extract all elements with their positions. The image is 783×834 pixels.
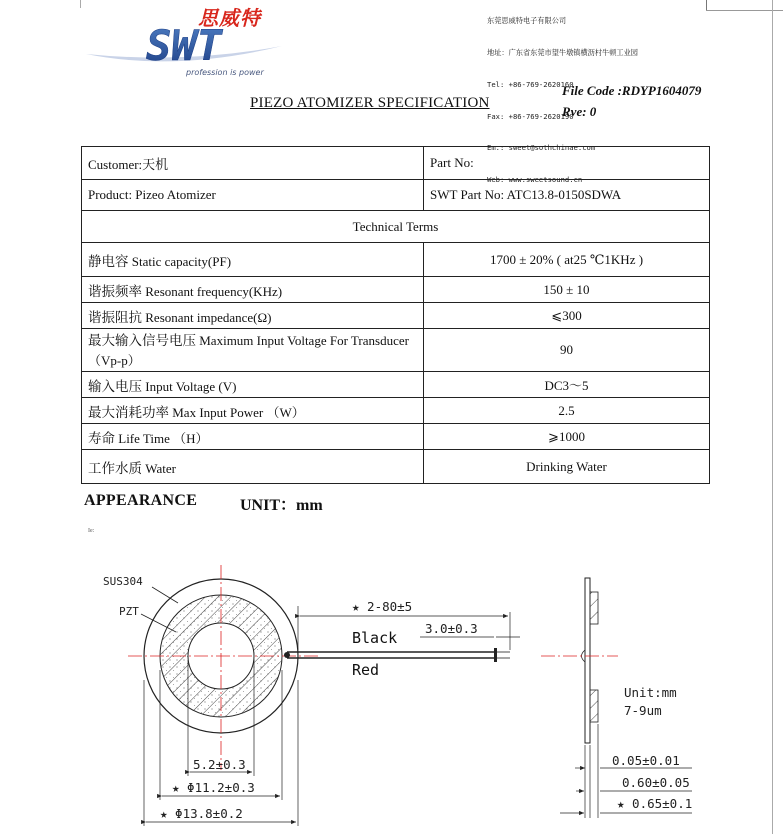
- part-no-cell: Part No:: [424, 147, 710, 180]
- revision: Rve: 0: [562, 104, 597, 119]
- param-value: 2.5: [424, 398, 710, 424]
- side-view: [541, 578, 692, 818]
- side-pzt-top: [590, 592, 598, 624]
- customer-cell: Customer:天机: [82, 147, 424, 180]
- company-logo-chinese: 思威特: [198, 6, 261, 30]
- label-black-wire: Black: [352, 629, 398, 647]
- dim-thickness-2: 0.60±0.05: [622, 775, 690, 790]
- dim-wire-length: ★ 2-80±5: [352, 599, 413, 614]
- thickness-note: 7-9um: [624, 703, 662, 718]
- dim-thickness-1: 0.05±0.01: [612, 753, 680, 768]
- wire-leads: [284, 599, 520, 679]
- appearance-heading: APPEARANCE: [84, 492, 198, 509]
- param-value: DC3～5: [424, 372, 710, 398]
- param-en: Input Voltage (V): [145, 378, 237, 394]
- front-view: [103, 565, 318, 770]
- logo-text: SWT: [146, 24, 222, 70]
- param-en: Resonant frequency(KHz): [145, 283, 283, 299]
- contact-company: 东莞思威特电子有限公司: [487, 16, 567, 26]
- dim-inner-diameter: 5.2±0.3: [193, 757, 246, 772]
- param-cn: 谐振频率: [88, 283, 142, 300]
- param-en: Maximum Input Voltage For Transducer（Vp-p）: [88, 332, 409, 368]
- param-value: 90: [424, 329, 710, 372]
- contact-email: Em.: sweet@sothchinae.com: [487, 143, 596, 153]
- file-code: File Code :RDYP1604079: [562, 83, 702, 98]
- logo-tagline: profession is power: [186, 68, 264, 77]
- contact-tel: Tel: +86-769-2620160: [487, 79, 574, 89]
- unit-heading: UNIT：mm: [240, 497, 323, 514]
- param-value: ⩽300: [424, 303, 710, 329]
- swt-part-no-cell: SWT Part No: ATC13.8-0150SDWA: [424, 180, 710, 211]
- param-en: Static capacity(PF): [131, 253, 232, 269]
- param-value: 150 ± 10: [424, 277, 710, 303]
- param-en: Max Input Power （W）: [172, 404, 305, 420]
- param-cn: 最大消耗功率: [88, 404, 169, 421]
- dim-thickness-3: ★ 0.65±0.1: [617, 796, 693, 811]
- param-cn: 最大输入信号电压: [88, 332, 196, 349]
- param-cn: 静电容: [88, 253, 129, 270]
- param-cn: 输入电压: [88, 378, 142, 395]
- param-value: ⩾1000: [424, 424, 710, 450]
- param-en: Resonant impedance(Ω): [145, 309, 272, 325]
- param-en: Water: [145, 460, 176, 476]
- param-cn: 工作水质: [88, 460, 142, 477]
- contact-fax: Fax: +86-769-2620190: [487, 111, 574, 121]
- dim-outer-diameter: ★ Φ13.8±0.2: [160, 806, 243, 821]
- param-en: Life Time （H）: [118, 430, 209, 446]
- small-mark: Ie:: [88, 528, 95, 534]
- side-plate: [585, 578, 590, 743]
- label-sus304: SUS304: [103, 575, 143, 588]
- product-cell: Product: Pizeo Atomizer: [82, 180, 424, 211]
- technical-terms-header: Technical Terms: [82, 211, 710, 243]
- dim-wire-strip: 3.0±0.3: [425, 621, 478, 636]
- param-cn: 寿命: [88, 430, 115, 447]
- contact-web: Web: www.sweetsound.cn: [487, 175, 583, 185]
- param-cn: 谐振阻抗: [88, 309, 142, 326]
- dim-pzt-diameter: ★ Φ11.2±0.3: [172, 780, 255, 795]
- label-pzt: PZT: [119, 605, 139, 618]
- contact-address: 地址：广东省东莞市望牛墩镇横沥村牛顿工业园: [487, 47, 638, 57]
- side-pzt-bottom: [590, 690, 598, 722]
- label-red-wire: Red: [352, 661, 380, 679]
- param-value: 1700 ± 20% ( at25 ℃1KHz ): [424, 243, 710, 277]
- param-value: Drinking Water: [424, 450, 710, 484]
- document-title: PIEZO ATOMIZER SPECIFICATION: [250, 95, 490, 111]
- unit-note: Unit:mm: [624, 685, 677, 700]
